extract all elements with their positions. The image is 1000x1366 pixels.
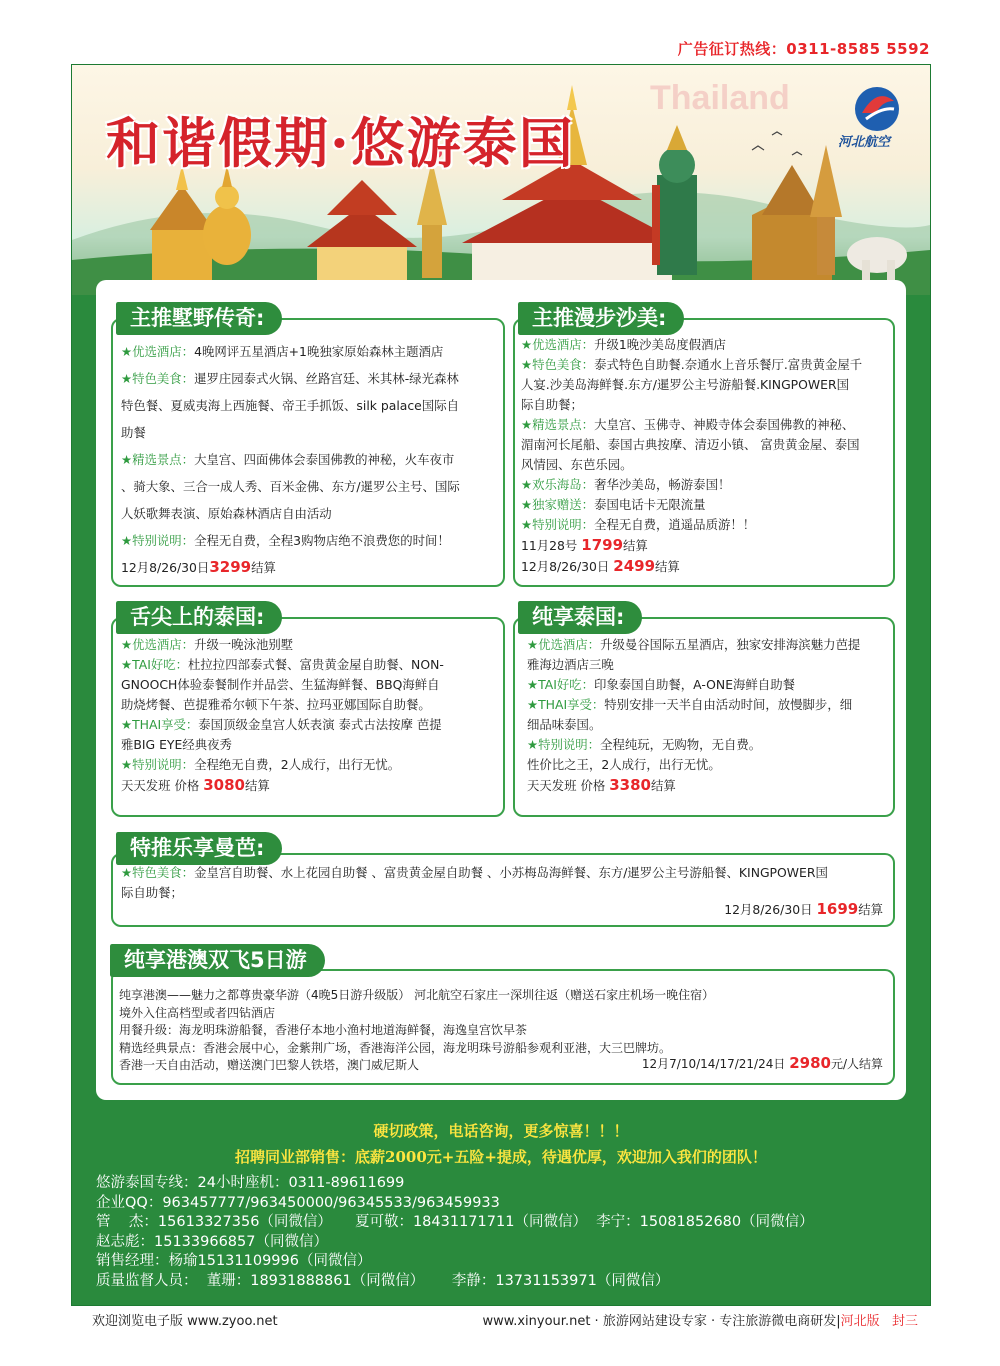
detail-row: ★特别说明：全程纯玩，无购物，无自费。: [527, 737, 762, 752]
package-villa-details: [121, 338, 497, 581]
hebei-airlines-logo-icon: [832, 79, 922, 169]
detail-row: 人妖歌舞表演、原始森林酒店自由活动: [121, 506, 332, 521]
detail-row: 风情园、东芭乐园。: [521, 457, 633, 472]
contact-line: 管 杰：15613327356（同微信） 夏可敬：18431171711（同微信） 李宁：15081852680（同微信）: [96, 1214, 814, 1230]
contact-line: 悠游泰国专线：24小时座机：0311-89611699: [96, 1175, 405, 1191]
price-value: 1699: [816, 900, 859, 918]
contact-line: 赵志彪：15133966857（同微信）: [96, 1233, 328, 1250]
package-food-details: [121, 635, 497, 796]
promo-line-2: 招聘同业部销售：底薪2000元+五险+提成，待遇优厚，欢迎加入我们的团队！: [235, 1148, 767, 1166]
price-line: 11月28号 1799结算: [521, 536, 648, 554]
footer-left: 欢迎浏览电子版 www.zyoo.net: [92, 1314, 278, 1329]
package-pure-thailand-details: [527, 635, 887, 796]
detail-row: ★特色美食：泰式特色自助餐.奈通水上音乐餐厅.富贵黄金屋千: [521, 357, 863, 372]
detail-row: 、骑大象、三合一成人秀、百米金佛、东方/暹罗公主号、国际: [121, 479, 460, 494]
price-value: 2499: [613, 557, 656, 575]
promo-line-1: 硬切政策，电话咨询，更多惊喜！！！: [373, 1122, 629, 1140]
price-value: 1799: [581, 536, 624, 554]
detail-row: ★THAI享受：泰国顶级金皇宫人妖表演 泰式古法按摩 芭提: [121, 717, 442, 732]
detail-row: ★特色美食：暹罗庄园泰式火锅、丝路宫廷、米其林-绿光森林: [121, 371, 459, 386]
package-title-samet: 主推漫步沙美:: [518, 302, 684, 335]
package-samet-details: [521, 335, 889, 577]
detail-row: ★特别说明：全程无自费，逍遥品质游！！: [521, 517, 756, 532]
detail-row: 际自助餐；: [521, 397, 583, 412]
detail-row: 精选经典景点：香港会展中心，金紫荆广场，香港海洋公园，海龙明珠号游船参观利亚港，大三巴牌坊。: [119, 1040, 672, 1055]
detail-row: 特色餐、夏威夷海上西施餐、帝王手抓饭、silk palace国际自: [121, 398, 459, 413]
package-box-food: [111, 617, 505, 817]
detail-row: 细品味泰国。: [527, 717, 602, 732]
detail-row: 雅海边酒店三晚: [527, 657, 614, 672]
package-title-food: 舌尖上的泰国:: [116, 601, 282, 634]
package-box-samet: [513, 318, 895, 587]
content-panel: [96, 280, 906, 1100]
detail-row: ★独家赠送：泰国电话卡无限流量: [521, 497, 706, 512]
hero-illustration: [72, 65, 930, 295]
detail-row: 香港一天自由活动，赠送澳门巴黎人铁塔，澳门威尼斯人: [119, 1058, 420, 1072]
package-box-pure-thailand: [513, 617, 895, 817]
detail-row: 境外入住高档型或者四钻酒店: [119, 1005, 276, 1020]
detail-row: 际自助餐；: [121, 885, 183, 900]
package-title-villa: 主推墅野传奇:: [116, 302, 282, 335]
package-box-villa: [111, 318, 505, 587]
detail-row: 人宴.沙美岛海鲜餐.东方/暹罗公主号游船餐.KINGPOWER国: [521, 377, 849, 392]
detail-row: ★欢乐海岛：奢华沙美岛，畅游泰国！: [521, 477, 731, 492]
price-value: 3380: [609, 776, 651, 794]
hero-banner: [72, 65, 930, 295]
package-box-hk-macau: [111, 969, 895, 1085]
hero-title: 和谐假期·悠游泰国: [106, 111, 575, 175]
contact-line: 销售经理：杨瑜15131109996（同微信）: [96, 1253, 372, 1269]
detail-row: ★精选景点：大皇宫、四面佛体会泰国佛教的神秘，火车夜市: [121, 452, 455, 467]
detail-row: 湄南河长尾船、泰国古典按摩、清迈小镇、 富贵黄金屋、泰国: [521, 437, 860, 452]
detail-row: 助餐: [121, 425, 146, 440]
detail-row: ★特别说明：全程绝无自费，2人成行，出行无忧。: [121, 757, 401, 772]
contact-list: [96, 1174, 814, 1291]
detail-row: ★优选酒店：4晚网评五星酒店+1晚独家原始森林主题酒店: [121, 344, 444, 359]
detail-row: ★THAI享受：特别安排一天半自由活动时间，放慢脚步，细: [527, 697, 853, 712]
footer-right: www.xinyour.net · 旅游网站建设专家 · 专注旅游微电商研发|河北版 封三: [482, 1314, 918, 1329]
price-line: 天天发班 价格 3080结算: [121, 776, 270, 794]
price-line: 12月8/26/30日3299结算: [121, 558, 276, 576]
package-title-hk-macau: 纯享港澳双飞5日游: [110, 944, 325, 977]
price-value: 2980: [789, 1054, 831, 1072]
price-line: 12月7/10/14/17/21/24日 2980元/人结算: [641, 1054, 883, 1072]
ad-hotline: 广告征订热线：0311-8585 5592: [677, 40, 930, 58]
price-line: 天天发班 价格 3380结算: [527, 776, 676, 794]
detail-row: 雅BIG EYE经典夜秀: [121, 737, 232, 752]
detail-row: 纯享港澳——魅力之都尊贵豪华游（4晚5日游升级版） 河北航空石家庄一深圳往返（赠送石家庄机场一晚住宿）: [119, 988, 715, 1002]
poster-frame: [71, 64, 931, 1306]
detail-row: ★特色美食：金皇宫自助餐、水上花园自助餐 、富贵黄金屋自助餐 、小苏梅岛海鲜餐、东方/暹罗公主号游船餐、KINGPOWER国: [121, 865, 828, 880]
detail-row: ★TAI好吃：印象泰国自助餐，A-ONE海鲜自助餐: [527, 677, 795, 692]
price-value: 3080: [203, 776, 245, 794]
package-title-bangkok-pattaya: 特推乐享曼芭:: [116, 832, 282, 865]
detail-row: ★精选景点：大皇宫、玉佛寺、神殿寺体会泰国佛教的神秘、: [521, 417, 855, 432]
footer-edition: 河北版 封三: [840, 1314, 918, 1329]
detail-row: ★优选酒店：升级一晚泳池别墅: [121, 637, 294, 652]
detail-row: 助烧烤餐、芭提雅希尔顿下午茶、拉玛亚娜国际自助餐。: [121, 697, 431, 712]
detail-row: 用餐升级：海龙明珠游船餐，香港仔本地小渔村地道海鲜餐，海逸皇宫饮早茶: [119, 1023, 528, 1037]
contact-section: [72, 1100, 930, 1305]
detail-row: ★优选酒店：升级曼谷国际五星酒店，独家安排海滨魅力芭提: [527, 637, 861, 652]
price-line: 12月8/26/30日 2499结算: [521, 557, 680, 575]
contact-line: 企业QQ：963457777/963450000/96345533/963459933: [96, 1194, 500, 1211]
detail-row: ★优选酒店：升级1晚沙美岛度假酒店: [521, 337, 726, 352]
detail-row: GNOOCH体验泰餐制作并品尝、生猛海鲜餐、BBQ海鲜自: [121, 677, 440, 692]
detail-row: 性价比之王，2人成行，出行无忧。: [527, 757, 721, 772]
price-line: 12月8/26/30日 1699结算: [724, 900, 883, 918]
package-bangkok-pattaya-details: [121, 863, 887, 903]
detail-row: ★特别说明：全程无自费，全程3购物店绝不浪费您的时间！: [121, 533, 450, 548]
hero-english-watermark: Thailand: [650, 79, 790, 117]
contact-line: 质量监督人员： 董珊：18931888861（同微信） 李静：13731153971（同微信）: [96, 1272, 670, 1289]
logo-text: 河北航空: [838, 135, 891, 150]
detail-row: ★TAI好吃：杜拉拉四部泰式餐、富贵黄金屋自助餐、NON-: [121, 657, 444, 672]
package-title-pure-thailand: 纯享泰国:: [518, 601, 642, 634]
price-value: 3299: [209, 558, 252, 576]
